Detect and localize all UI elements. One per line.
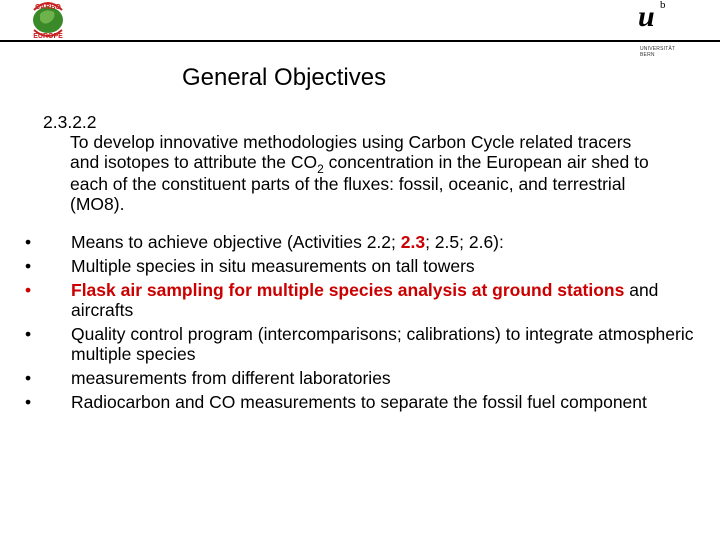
bullet-text-post: and aircrafts (71, 280, 659, 320)
unibern-logo-icon (622, 0, 682, 66)
bullet-text-post: ; 2.5; 2.6): (425, 232, 504, 252)
bullet-text: Radiocarbon and CO measurements to separate the fossil fuel component (71, 392, 647, 412)
bullet-dot: • (25, 280, 32, 300)
objective-text-part1: To develop innovative methodologies using Carbon Cycle related tracers and isotopes to attribute the CO (70, 132, 632, 172)
list-item (25, 256, 705, 276)
objective-subscript: 2 (317, 162, 324, 176)
bullet-dot: • (25, 324, 32, 344)
bullet-text-pre: Means to achieve objective (Activities 2.2; (71, 232, 401, 252)
list-item (25, 232, 705, 252)
bullet-highlight: 2.3 (400, 232, 426, 252)
bullet-highlight: Flask air sampling for multiple species analysis at ground stations (71, 280, 625, 300)
section-number: 2.3.2.2 (43, 112, 97, 132)
unibern-logo-line-2: BERN (640, 52, 655, 58)
unibern-logo-u: u (638, 0, 655, 33)
unibern-logo-b: b (660, 0, 666, 11)
bullet-dot: • (25, 256, 32, 276)
slide-title: General Objectives (182, 64, 387, 91)
bullet-text: measurements from different laboratories (71, 368, 391, 388)
bullet-text: Quality control program (intercomparisons; calibrations) to integrate atmospheric multiple species (71, 324, 694, 364)
objective-text-part2: concentration in the European air shed to each of the constituent parts of the fluxes: fossil, oceanic, and terrestrial (MO8). (70, 152, 649, 214)
objective-section (43, 112, 650, 214)
list-item (25, 280, 705, 320)
bullet-dot: • (25, 368, 32, 388)
unibern-logo-text (640, 46, 675, 58)
logo-text-top: CARBO (35, 4, 61, 11)
objective-text (43, 132, 650, 214)
bullet-dot: • (25, 232, 32, 252)
list-item (25, 368, 705, 388)
bullet-list (25, 232, 705, 416)
logo-text-bottom: EUROPE (33, 33, 63, 40)
unibern-logo-line-1: UNIVERSITÄT (640, 46, 676, 52)
header-rule (0, 40, 720, 42)
list-item (25, 324, 705, 364)
bullet-text: Multiple species in situ measurements on tall towers (71, 256, 475, 276)
list-item (25, 392, 705, 412)
bullet-dot: • (25, 392, 32, 412)
carbo-europe-logo-icon (20, 0, 76, 40)
